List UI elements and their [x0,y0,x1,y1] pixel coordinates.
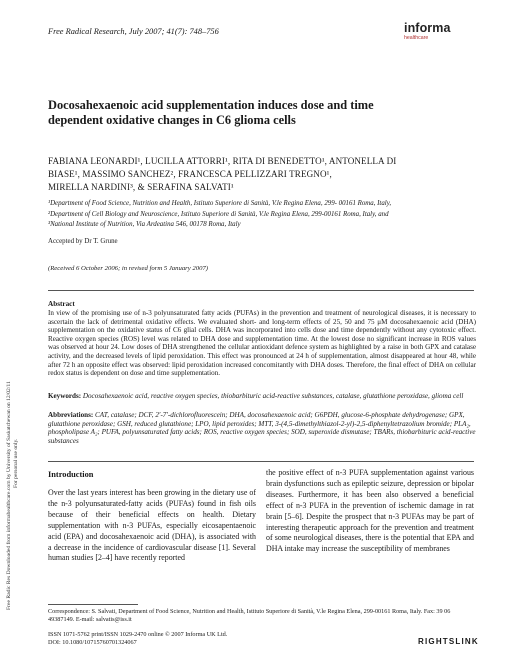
publisher-logo: informa [404,21,451,35]
affiliation: ¹Department of Food Science, Nutrition and Health, Istituto Superiore di Sanità, V.le Regina Elena, 299- 00161 Roma, Italy, [48,200,392,207]
abstract-heading: Abstract [48,300,75,308]
download-watermark [2,170,28,610]
issn-doi [48,631,348,647]
download-watermark-line1: Free Radic Res Downloaded from informahealthcare.com by University of Saskatchewan on 12/02/11 [6,381,12,610]
received-dates: (Received 6 October 2006; in revised form 5 January 2007) [48,265,209,272]
author-list [48,155,468,194]
accepted-by: Accepted by Dr T. Grune [48,238,118,245]
introduction-heading: Introduction [48,470,94,479]
keywords-text: Docosahexaenoic acid, reactive oxygen species, thiobarbituric acid-reactive substances, catalase, glutathione peroxidase, glioma cell [82,392,464,400]
affiliations [48,199,488,231]
abbreviations [48,411,476,445]
abbreviations-text: CAT, catalase; DCF, 2′-7′-dichlorofluorescein; DHA, docosahexaenoic acid; G6PDH, glucose-6-phosphate dehydrogenase; GPX, glutathione peroxidase; GSH, reduced glutathione; LPO, lipid peroxides; MTT, 3-(4,5-dimethylthiazol-2-yl)-2,5-diphenyltetrazolium bromide; PLA₂, phospholipase A₂; PUFA, polyunsaturated fatty acids; ROS, reactive oxygen species; SOD, superoxide dismutase; TBARs, thiobarbituric acid-reactive substances [48,411,476,445]
correspondence-note: Correspondence: S. Salvati, Department of Food Science, Nutrition and Health, Istituto Superiore di Sanità, V.le Regina Elena, 299-00161 Roma, Italy. Fax: 39 06 49387149. E-mail: salvatis@iss.it [48,608,451,623]
affiliation: ³National Institute of Nutrition, Via Ardeatina 546, 00178 Roma, Italy [48,221,241,229]
download-watermark-svg [2,170,28,610]
affiliation: ²Department of Cell Biology and Neuroscience, Istituto Superiore di Sanità, V.le Regina Elena, 299-00161 Roma, Italy, and [48,210,389,218]
keywords [48,392,476,401]
article-title: Docosahexaenoic acid supplementation induces dose and time dependent oxidative changes in C6 glioma cells [48,98,374,127]
section-divider [48,461,474,462]
abbreviations-label: Abbreviations: [48,411,94,419]
abstract-text: In view of the promising use of n-3 polyunsaturated fatty acids (PUFAs) in the prevention and treatment of neurological diseases, it is necessary to ascertain the lack of detrimental oxidative effects. We evaluated short- and long-term effects of 25, 50 and 75 μM docosahexaenoic acid (DHA) supplementation on the oxidative status of C6 glial cells. DHA was incorporated into cells dose and time dependently without any cytotoxic effect. Reactive oxygen species (ROS) level was related to DHA dose and supplementation time. At the lowest dose no significant increase in ROS values was observed at hour 24. Low doses of DHA strengthened the cellular antioxidant defence system as highlighted by a raise in both GPX and catalase activity, and the decreased levels of lipid peroxidation. This effect was pronounced at 24 h of supplementation, almost disappeared at hour 48, while after 72 h an opposite effect was observed: lipid peroxidation increased concomitantly with DHA doses. Therefore, the final effect of DHA on cellular redox status is dependent on dose and time supplementation. [48,309,476,378]
doi-line: DOI: 10.1080/10715760701324067 [48,639,137,646]
author-line: MIRELLA NARDINI³, & SERAFINA SALVATI¹ [48,182,234,192]
journal-reference: Free Radical Research, July 2007; 41(7): 748–756 [48,27,219,36]
introduction-right-column: the positive effect of n-3 PUFA supplementation against various brain dysfunctions such as epileptic seizure, depression or bipolar diseases. Furthermore, it has been also observed a beneficial effect of n-3 PUFA in the prevention of ischemic damage in rat brain [5–6]. Despite the prospect that n-3 PUFAs may be part of interesting therapeutic approach for the prevention and treatment of some neurological diseases, there is the potential that EPA and DHA intake may increase the susceptibility of membranes [266,468,474,554]
rightslink-logo: RIGHTSLINK [418,637,479,646]
introduction-left-column: Over the last years interest has been growing in the dietary use of the n-3 polyunsaturated-fatty acids (PUFAs) found in fish oils because of their beneficial effects on health. Dietary supplementation with n-3 PUFAs, especially eicosapentaenoic acid (EPA) and docosahexaenoic acid (DHA), is associated with a decrease in the incidence of cardiovascular disease [1]. Several human studies [2–4] have recently reported [48,488,256,563]
download-watermark-line2: For personal use only. [13,438,19,488]
issn-line: ISSN 1071-5762 print/ISSN 1029-2470 online © 2007 Informa UK Ltd. [48,631,228,638]
footnote-divider [48,604,138,605]
author-line: BIASE¹, MASSIMO SANCHEZ², FRANCESCA PELLIZZARI TREGNO¹, [48,169,332,179]
publisher-logo-subtitle: healthcare [404,35,429,41]
author-line: FABIANA LEONARDI¹, LUCILLA ATTORRI¹, RITA DI BENEDETTO¹, ANTONELLA DI [48,156,397,166]
top-divider [48,290,474,291]
keywords-label: Keywords: [48,392,82,400]
